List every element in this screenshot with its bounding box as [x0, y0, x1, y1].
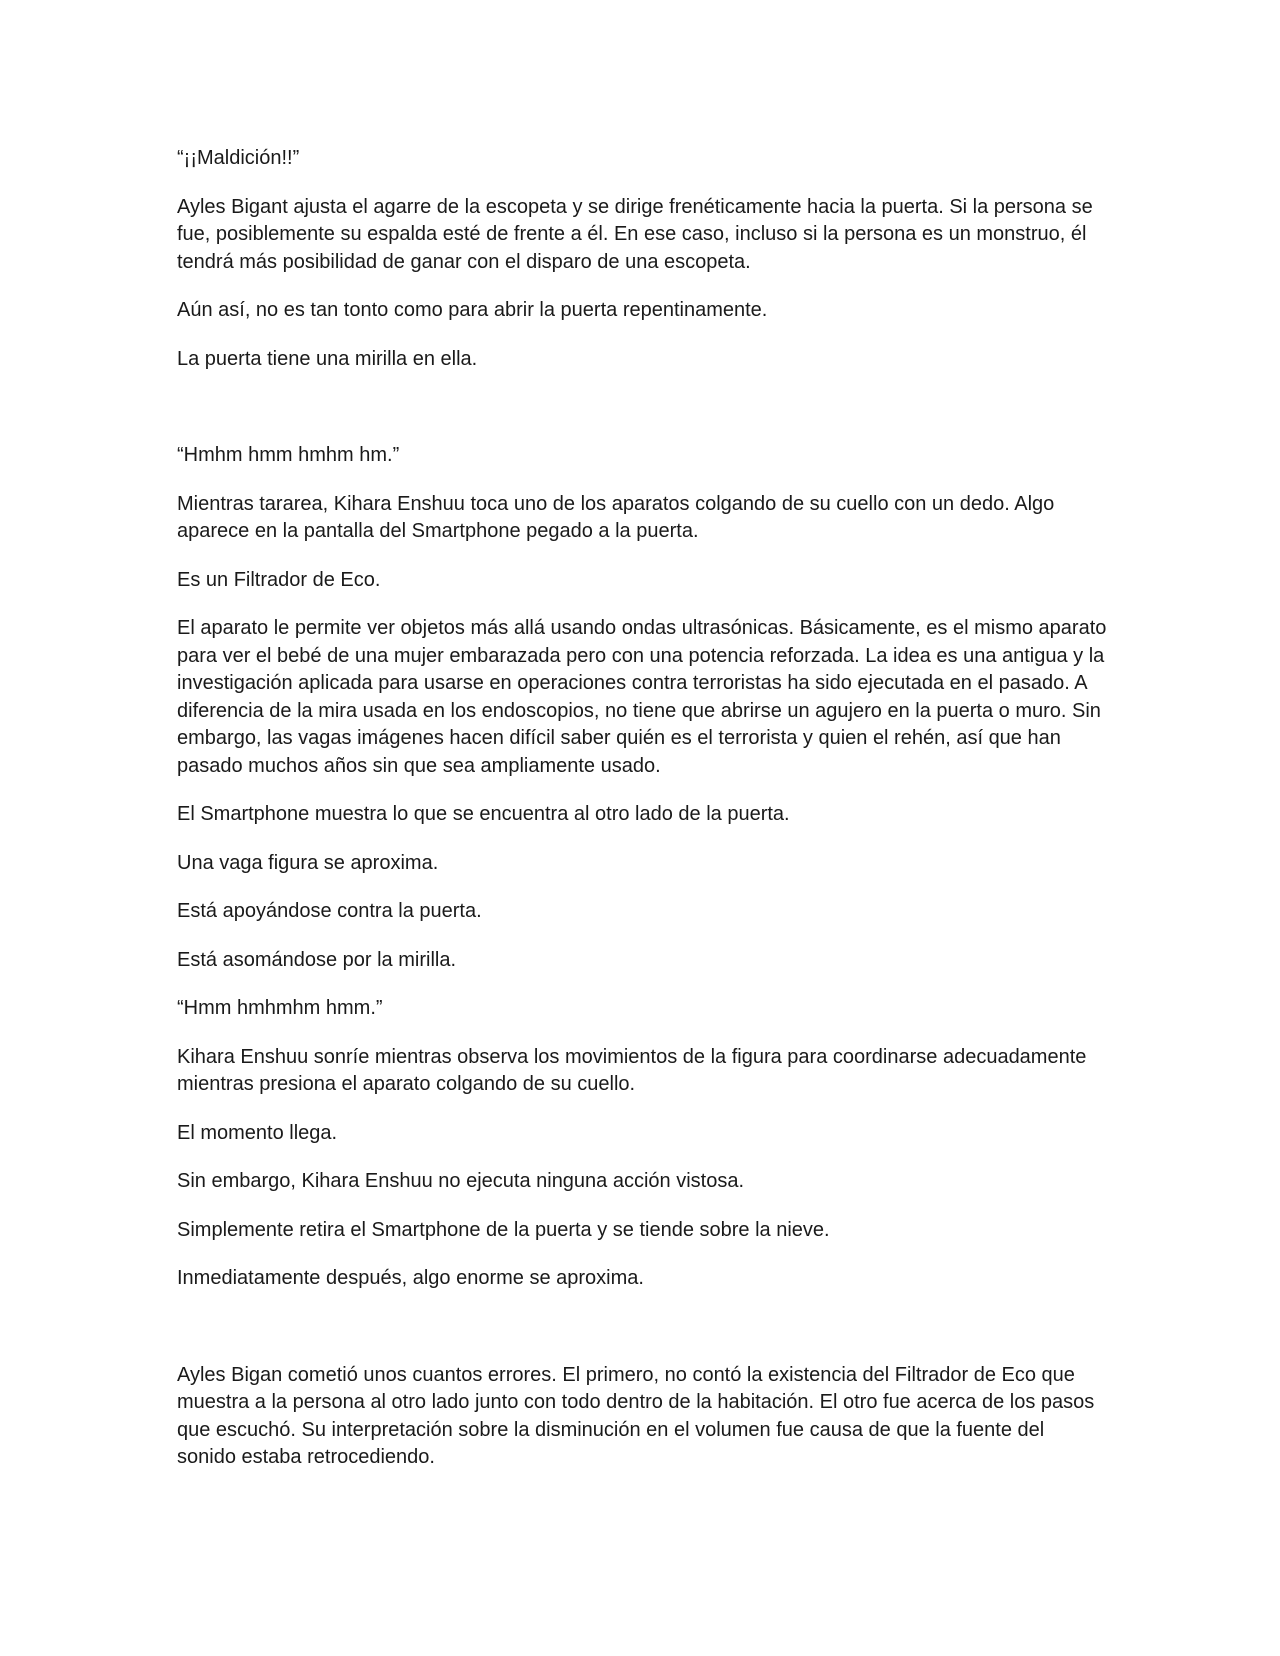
paragraph-peeking: Está asomándose por la mirilla. [177, 948, 457, 971]
paragraph-peephole: La puerta tiene una mirilla en ella. [177, 347, 478, 370]
paragraph-exclamation: “¡¡Maldición!!” [177, 147, 300, 169]
paragraph-kihara-smiles: Kihara Enshuu sonríe mientras observa los movimientos de la figura para coordinarse adecuadamente mientras presiona el aparato colgando de su cuello. [177, 1045, 1087, 1095]
paragraph-leaning: Está apoyándose contra la puerta. [177, 900, 482, 922]
paragraph-ayles-shotgun: Ayles Bigant ajusta el agarre de la escopeta y se dirige frenéticamente hacia la puerta. Si la persona se fue, posiblemente su espalda esté de frente a él. En ese caso, incluso si la persona es un monstruo, él tendrá más posibilidad de ganar con el disparo de una escopeta. [177, 195, 1093, 273]
paragraph-humming: “Hmhm hmm hmhm hm.” [177, 444, 400, 466]
paragraph-device-explanation: El aparato le permite ver objetos más allá usando ondas ultrasónicas. Básicamente, es el mismo aparato para ver el bebé de una mujer embarazada pero con una potencia reforzada. La idea es una antigua y la investigación aplicada para usarse en operaciones contra terroristas ha sido ejecutada en el pasado. A diferencia de la mira usada en los endoscopios, no tiene que abrirse un agujero en la puerta o muro. Sin embargo, las vagas imágenes hacen difícil saber quién es el terrorista y quien el rehén, así que han pasado muchos años sin que sea ampliamente usado. [177, 617, 1107, 777]
paragraph-not-so-foolish: Aún así, no es tan tonto como para abrir la puerta repentinamente. [177, 299, 768, 321]
paragraph-smartphone-shows: El Smartphone muestra lo que se encuentra al otro lado de la puerta. [177, 803, 790, 825]
paragraph-no-flashy-action: Sin embargo, Kihara Enshuu no ejecuta ninguna acción vistosa. [177, 1170, 745, 1192]
paragraph-lies-on-snow: Simplemente retira el Smartphone de la puerta y se tiende sobre la nieve. [177, 1218, 830, 1241]
paragraph-echo-filter: Es un Filtrador de Eco. [177, 568, 381, 591]
paragraph-moment-arrives: El momento llega. [177, 1121, 338, 1144]
paragraph-vague-figure: Una vaga figura se aproxima. [177, 851, 439, 874]
paragraph-humming-2: “Hmm hmhmhm hmm.” [177, 997, 383, 1019]
document-page [177, 145, 1107, 1493]
paragraph-ayles-errors: Ayles Bigan cometió unos cuantos errores. El primero, no contó la existencia del Filtrador de Eco que muestra a la persona al otro lado junto con todo dentro de la habitación. El otro fue acerca de los pasos que escuchó. Su interpretación sobre la disminución en el volumen fue causa de que la fuente del sonido estaba retrocediendo. [177, 1363, 1095, 1468]
paragraph-something-enormous: Inmediatamente después, algo enorme se aproxima. [177, 1267, 644, 1289]
paragraph-kihara-device: Mientras tararea, Kihara Enshuu toca uno de los aparatos colgando de su cuello con un dedo. Algo aparece en la pantalla del Smartphone pegado a la puerta. [177, 492, 1055, 542]
